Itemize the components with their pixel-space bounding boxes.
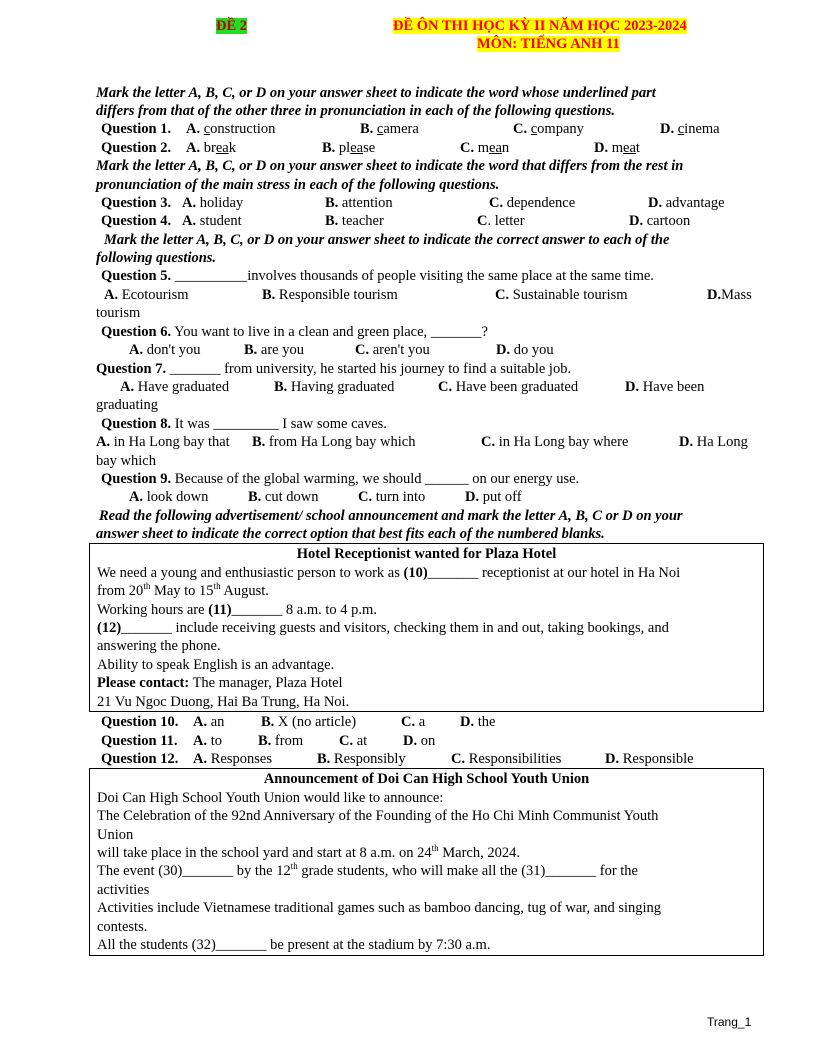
option-a: A. don't you: [129, 342, 201, 358]
ad-line-2: from 20th May to 15th August.: [97, 581, 269, 599]
option-a: A. Have graduated: [120, 379, 230, 395]
option-d: D. put off: [465, 489, 522, 505]
option-c: C. Have been graduated: [438, 379, 579, 395]
ann-line-8: contests.: [97, 919, 148, 935]
option-b: B. attention: [325, 195, 393, 211]
option-c: C. Sustainable tourism: [495, 287, 628, 303]
section2-instruction-line1: Mark the letter A, B, C, or D on your answer sheet to indicate the word that differs from the rest in: [96, 158, 684, 174]
section3-instruction-line1: Mark the letter A, B, C, or D on your answer sheet to indicate the correct answer to each of the: [104, 232, 670, 248]
option-a: A. holiday: [182, 195, 244, 211]
option-d-continued: bay which: [96, 453, 156, 469]
option-a: A. break: [186, 140, 236, 156]
ann-line-7: Activities include Vietnamese traditional games such as bamboo dancing, tug of war, and singing: [97, 900, 662, 916]
ann-line-6: activities: [97, 882, 150, 898]
option-d: D.Mass: [707, 287, 752, 303]
section1-instruction-line1: Mark the letter A, B, C, or D on your answer sheet to indicate the word whose underlined part: [96, 85, 656, 101]
option-d: D. meat: [594, 140, 640, 156]
ann-line-1: Doi Can High School Youth Union would like to announce:: [97, 790, 444, 806]
option-a: A. to: [193, 733, 223, 749]
option-c: C. letter: [477, 213, 525, 229]
option-a: A. look down: [129, 489, 209, 505]
option-b: B. camera: [360, 121, 419, 137]
advertisement-title: Hotel Receptionist wanted for Plaza Hotel: [296, 546, 557, 562]
option-b: B. please: [322, 140, 376, 156]
option-d: D. Ha Long: [679, 434, 748, 450]
exam-code: ĐỀ 2: [216, 18, 248, 34]
ann-line-3: Union: [97, 827, 134, 843]
option-a: A. Ecotourism: [104, 287, 189, 303]
option-c: C. in Ha Long bay where: [481, 434, 629, 450]
option-c: C. aren't you: [355, 342, 430, 358]
question-label: Question 10.: [101, 714, 179, 730]
question-label: Question 1.: [101, 121, 172, 137]
question-label: Question 3.: [101, 195, 172, 211]
question-label: Question 12.: [101, 751, 179, 767]
ann-line-2: The Celebration of the 92nd Anniversary of the Founding of the Ho Chi Minh Communist Youth: [97, 808, 659, 824]
ad-line-3: Working hours are (11)_______ 8 a.m. to 4 p.m.: [97, 602, 377, 618]
question-stem: Question 8. It was _________ I saw some caves.: [101, 416, 387, 432]
question-stem: Question 6. You want to live in a clean and green place, _______?: [101, 324, 488, 340]
option-b: B. teacher: [325, 213, 384, 229]
option-a: A. in Ha Long bay that: [96, 434, 230, 450]
option-a: A. student: [182, 213, 242, 229]
section3-instruction-line2: following questions.: [96, 250, 217, 266]
option-d-continued: graduating: [96, 397, 159, 413]
section4-instruction-line2: answer sheet to indicate the correct option that best fits each of the numbered blanks.: [96, 526, 605, 542]
ann-line-4: will take place in the school yard and start at 8 a.m. on 24th March, 2024.: [97, 843, 520, 861]
option-d: D. cinema: [660, 121, 720, 137]
option-a: A. construction: [186, 121, 276, 137]
option-a: A. Responses: [193, 751, 272, 767]
option-d: D. Have been: [625, 379, 705, 395]
announcement-title: Announcement of Doi Can High School Youth Union: [263, 771, 590, 787]
advertisement-box: [89, 543, 764, 712]
option-c: C. a: [401, 714, 426, 730]
ad-line-5: answering the phone.: [97, 638, 221, 654]
question-stem: Question 7. _______ from university, he started his journey to find a suitable job.: [96, 361, 572, 377]
option-b: B. X (no article): [261, 714, 357, 730]
option-b: B. are you: [244, 342, 304, 358]
option-b: B. Having graduated: [274, 379, 395, 395]
section4-instruction-line1: Read the following advertisement/ school announcement and mark the letter A, B, C or D on your: [99, 508, 683, 524]
question-stem: Question 5. __________involves thousands of people visiting the same place at the same time.: [101, 268, 654, 284]
option-a: A. an: [193, 714, 225, 730]
ad-line-6: Ability to speak English is an advantage.: [97, 657, 335, 673]
question-label: Question 4.: [101, 213, 172, 229]
announcement-box: [89, 768, 764, 956]
option-d: D. the: [460, 714, 496, 730]
option-d: D. Responsible: [605, 751, 694, 767]
ad-address: 21 Vu Ngoc Duong, Hai Ba Trung, Ha Noi.: [97, 694, 350, 710]
option-d: D. do you: [496, 342, 554, 358]
section2-instruction-line2: pronunciation of the main stress in each of the following questions.: [96, 177, 500, 193]
option-b: B. from Ha Long bay which: [252, 434, 416, 450]
ad-line-4: (12)_______ include receiving guests and visitors, checking them in and out, taking bookings, and: [97, 620, 669, 636]
section1-instruction-line2: differs from that of the other three in pronunciation in each of the following questions.: [96, 103, 615, 119]
option-b: B. Responsible tourism: [262, 287, 398, 303]
ann-line-9: All the students (32)_______ be present at the stadium by 7:30 a.m.: [97, 937, 491, 953]
ann-line-5: The event (30)_______ by the 12th grade students, who will make all the (31)_______ for the: [97, 861, 638, 879]
exam-title: ĐỀ ÔN THI HỌC KỲ II NĂM HỌC 2023-2024: [393, 18, 687, 34]
option-c: C. company: [513, 121, 584, 137]
option-c: C. Responsibilities: [451, 751, 562, 767]
option-b: B. Responsibly: [317, 751, 406, 767]
page-number: Trang_1: [707, 1015, 752, 1029]
question-label: Question 11.: [101, 733, 178, 749]
option-c: C. at: [339, 733, 368, 749]
question-stem: Question 9. Because of the global warming, we should ______ on our energy use.: [101, 471, 580, 487]
ad-contact: Please contact: The manager, Plaza Hotel: [97, 675, 343, 691]
option-d: D. on: [403, 733, 436, 749]
option-b: B. cut down: [248, 489, 319, 505]
option-c: C. turn into: [358, 489, 426, 505]
question-label: Question 2.: [101, 140, 172, 156]
option-d-continued: tourism: [96, 305, 141, 321]
exam-subject: MÔN: TIẾNG ANH 11: [477, 36, 620, 52]
ad-line-1: We need a young and enthusiastic person to work as (10)_______ receptionist at our hotel in Ha Noi: [97, 565, 681, 581]
option-c: C. dependence: [489, 195, 576, 211]
option-b: B. from: [258, 733, 304, 749]
option-c: C. mean: [460, 140, 510, 156]
option-d: D. cartoon: [629, 213, 691, 229]
option-d: D. advantage: [648, 195, 725, 211]
